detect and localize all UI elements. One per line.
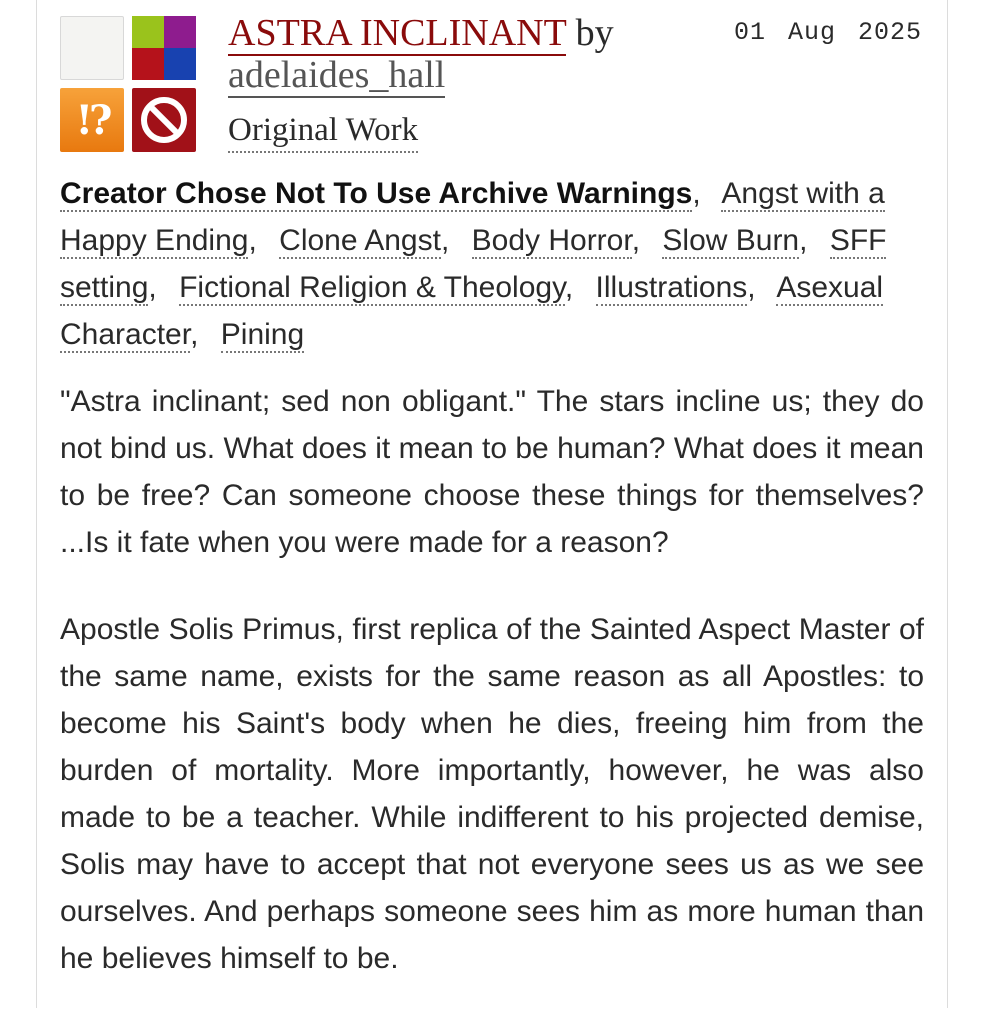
author-link[interactable]: adelaides_hall: [228, 54, 446, 96]
freeform-tag[interactable]: Slow Burn: [662, 224, 800, 257]
freeform-tag[interactable]: Illustrations: [595, 271, 748, 304]
tag-list: [60, 170, 926, 358]
freeform-tag[interactable]: Angst with a Happy Ending: [60, 177, 885, 257]
tag-separator: ,: [190, 318, 199, 351]
incomplete-icon[interactable]: [132, 88, 196, 152]
tag-separator: ,: [799, 224, 808, 257]
freeform-tag[interactable]: Body Horror: [471, 224, 632, 257]
tag-separator: ,: [440, 224, 450, 257]
summary-paragraph: Apostle Solis Primus, first replica of the Sainted Aspect Master of the same name, exists for the same reason as all Apostles: to become his Saint's body when he dies, freeing him from the burden of mortality. More importantly, however, he was also made to be a teacher. While indifferent to his projected demise, Solis may have to accept that not everyone sees us as we see ourselves. And perhaps someone sees him as more human than he believes himself to be.: [60, 613, 924, 975]
freeform-tag[interactable]: Asexual Character: [60, 271, 884, 351]
tag-separator: ,: [148, 271, 157, 304]
category-quadrant: [132, 16, 164, 48]
work-summary: [60, 378, 924, 1022]
category-icon[interactable]: [132, 16, 196, 80]
tag-separator: ,: [747, 271, 756, 304]
category-quadrant: [164, 48, 196, 80]
warning-icon[interactable]: [60, 88, 124, 152]
tag-separator: ,: [692, 177, 701, 210]
work-heading: [228, 12, 614, 96]
category-quadrant: [164, 16, 196, 48]
fandom-link[interactable]: Original Work: [228, 110, 418, 153]
work-title-link[interactable]: ASTRA INCLINANT: [228, 12, 567, 54]
warning-tag[interactable]: Creator Chose Not To Use Archive Warnings: [60, 177, 693, 210]
freeform-tag[interactable]: Clone Angst: [279, 224, 441, 257]
freeform-tag[interactable]: SFF setting: [60, 224, 887, 304]
tag-separator: ,: [564, 271, 574, 304]
warning-glyph: !?: [75, 96, 109, 144]
summary-paragraph: "Astra inclinant; sed non obligant." The stars incline us; they do not bind us. What does it mean to be human? What does it mean to be free? Can someone choose these things for themselves? ...Is it fate when you were made for a reason?: [60, 385, 924, 559]
freeform-tag[interactable]: Fictional Religion & Theology: [179, 271, 565, 304]
tag-separator: ,: [248, 224, 257, 257]
rating-icon[interactable]: [60, 16, 124, 80]
prohibited-icon: [138, 94, 190, 146]
required-tags: [60, 16, 196, 152]
by-label: by: [575, 12, 614, 54]
tag-separator: ,: [631, 224, 641, 257]
freeform-tag[interactable]: Pining: [220, 318, 305, 351]
work-date: 01 Aug 2025: [733, 18, 922, 47]
category-quadrant: [132, 48, 164, 80]
